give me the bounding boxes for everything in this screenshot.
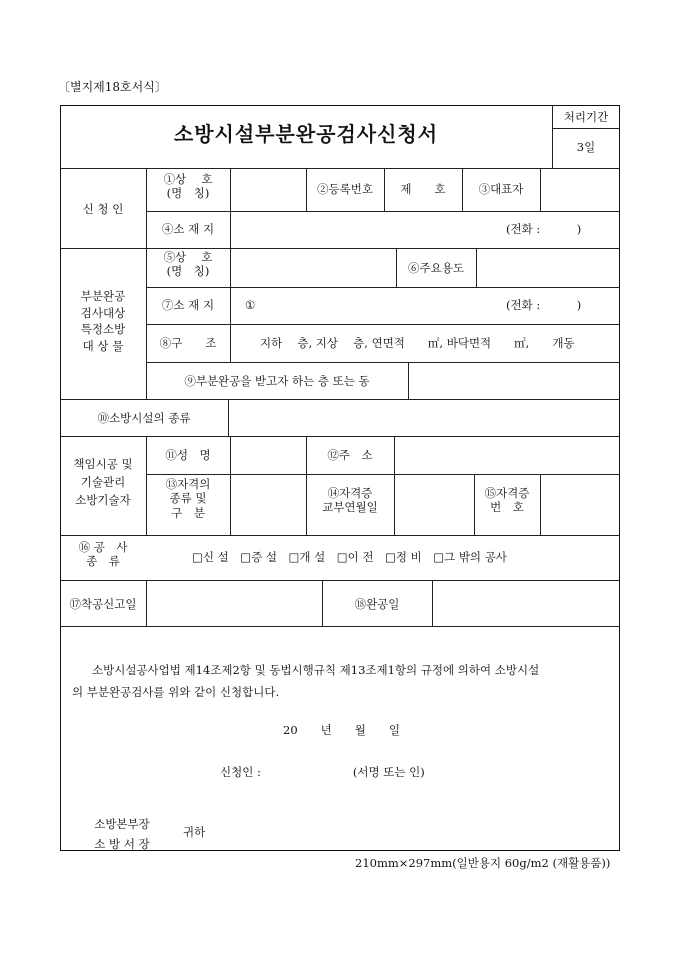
target-section-label: 부분완공 검사대상 특정소방 대 상 물 bbox=[80, 289, 126, 354]
certificate-issue-date-label: ⑭자격증 교부연월일 bbox=[322, 486, 378, 515]
start-report-date-label: ⑰착공신고일 bbox=[69, 597, 137, 611]
form-reference: 〔별지제18호서식〕 bbox=[58, 80, 167, 94]
applicant-phone: (전화 : ) bbox=[506, 222, 582, 236]
applicant-name-label: ①상 호 (명 칭) bbox=[163, 172, 213, 201]
work-type-label: ⑯ 공 사 종 류 bbox=[78, 540, 128, 569]
target-phone: (전화 : ) bbox=[506, 298, 582, 312]
structure-label: ⑧구 조 bbox=[159, 336, 217, 350]
form-title: 소방시설부분완공검사신청서 bbox=[173, 122, 439, 146]
honorific: 귀하 bbox=[183, 825, 206, 839]
floor-label: ⑨부분완공을 받고자 하는 층 또는 동 bbox=[184, 374, 370, 388]
qualification-type-label: ⑬자격의 종류 및 구 분 bbox=[165, 477, 211, 520]
target-name-label: ⑤상 호 (명 칭) bbox=[163, 250, 213, 279]
completion-date-label: ⑱완공일 bbox=[354, 597, 400, 611]
applicant-address-label: ④소 재 지 bbox=[161, 222, 215, 236]
statement-line-2: 의 부분완공검사를 위와 같이 신청합니다. bbox=[72, 685, 280, 699]
application-date: 20 년 월 일 bbox=[283, 723, 400, 737]
structure-value: 지하 층, 지상 층, 연면적 ㎡, 바닥면적 ㎡, 개동 bbox=[260, 336, 575, 350]
recipient: 소방본부장 소 방 서 장 bbox=[94, 817, 150, 851]
target-address-marker: ① bbox=[245, 298, 256, 312]
registration-number-label: ②등록번호 bbox=[317, 182, 373, 196]
main-use-label: ⑥주요용도 bbox=[408, 261, 464, 275]
registration-number-value: 제 호 bbox=[400, 182, 446, 196]
applicant-signature-line: 신청인 : (서명 또는 인) bbox=[220, 765, 425, 779]
processing-period-label: 처리기간 bbox=[563, 110, 609, 124]
certificate-number-label: ⑮자격증 번 호 bbox=[484, 486, 530, 515]
representative-label: ③대표자 bbox=[478, 182, 524, 196]
facility-type-label: ⑩소방시설의 종류 bbox=[97, 411, 191, 425]
engineer-section-label: 책임시공 및 기술관리 소방기술자 bbox=[73, 457, 133, 507]
engineer-name-label: ⑪성 명 bbox=[165, 448, 211, 462]
statement-line-1: 소방시설공사업법 제14조제2항 및 동법시행규칙 제13조제1항의 규정에 의하여 소방시설 bbox=[92, 663, 540, 677]
processing-period-value: 3일 bbox=[576, 140, 596, 154]
target-address-label: ⑦소 재 지 bbox=[161, 298, 215, 312]
work-type-options: □신 설 □증 설 □개 설 □이 전 □정 비 □그 밖의 공사 bbox=[192, 550, 507, 564]
applicant-section-label: 신 청 인 bbox=[82, 202, 124, 216]
engineer-address-label: ⑫주 소 bbox=[327, 448, 373, 462]
paper-spec: 210mm×297mm(일반용지 60g/m2 (재활용품)) bbox=[355, 856, 611, 870]
